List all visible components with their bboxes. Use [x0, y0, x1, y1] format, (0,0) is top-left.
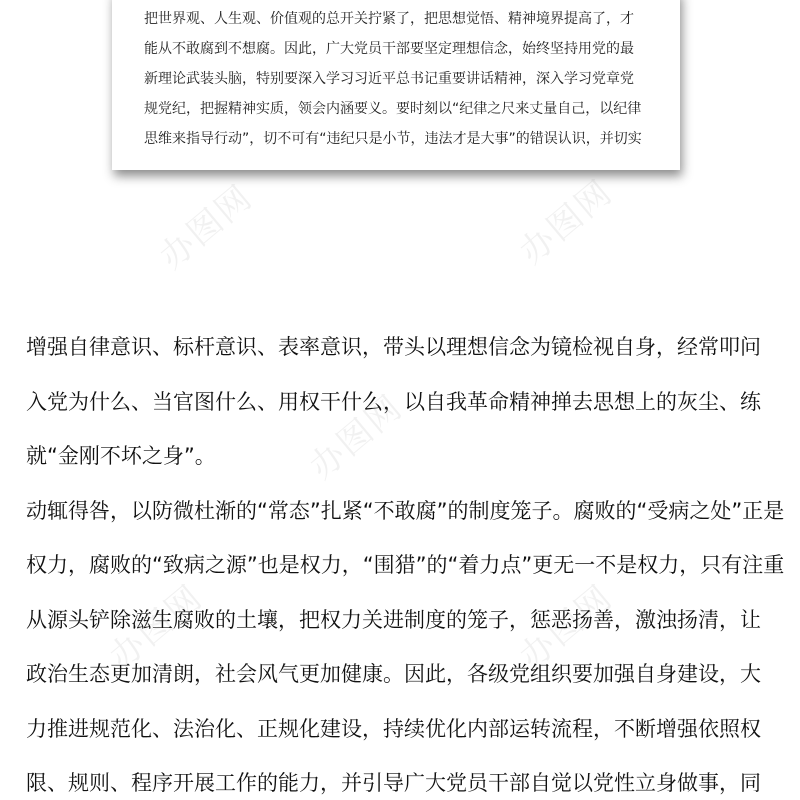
body-line: 权力，腐败的“致病之源”也是权力，“围猎”的“着力点”更无一不是权力，只有注重: [26, 553, 785, 577]
card-line: 能从不敢腐到不想腐。因此，广大党员干部要坚定理想信念，始终坚持用党的最: [144, 41, 634, 57]
watermark: 办图网: [512, 577, 621, 678]
document-card: [112, 0, 680, 170]
card-line: 思维来指导行动”，切不可有“违纪只是小节，违法才是大事”的错误认识，并切实: [144, 131, 642, 147]
body-line: 动辄得咎，以防微杜渐的“常态”扎紧“不敢腐”的制度笼子。腐败的“受病之处”正是: [26, 498, 785, 523]
body-paragraphs: [26, 326, 786, 800]
watermark: 办图网: [512, 172, 621, 273]
body-line: 入党为什么、当官图什么、用权干什么，以自我革命精神掸去思想上的灰尘、练: [26, 389, 761, 414]
body-line: 增强自律意识、标杆意识、表率意识，带头以理想信念为镜检视自身，经常叩问: [26, 335, 761, 359]
document-card-text: [144, 4, 664, 154]
watermark: 办图网: [302, 387, 411, 488]
card-line: 把世界观、人生观、价值观的总开关拧紧了，把思想觉悟、精神境界提高了，才: [144, 11, 634, 27]
watermark: 办图网: [152, 177, 261, 278]
body-line: 政治生态更加清朗，社会风气更加健康。因此，各级党组织要加强自身建设，大: [26, 662, 761, 686]
body-line: 限、规则、程序开展工作的能力，并引导广大党员干部自觉以党性立身做事，同: [26, 771, 761, 795]
body-line: 就“金刚不坏之身”。: [26, 444, 216, 468]
card-line: 新理论武装头脑，特别要深入学习习近平总书记重要讲话精神，深入学习党章党: [144, 71, 634, 87]
body-line: 力推进规范化、法治化、正规化建设，持续优化内部运转流程，不断增强依照权: [26, 716, 761, 741]
body-line: 从源头铲除滋生腐败的土壤，把权力关进制度的笼子，惩恶扬善，激浊扬清，让: [26, 607, 761, 632]
watermark: 办图网: [102, 577, 211, 678]
card-line: 规党纪，把握精神实质，领会内涵要义。要时刻以“纪律之尺来丈量自己，以纪律: [144, 101, 642, 117]
